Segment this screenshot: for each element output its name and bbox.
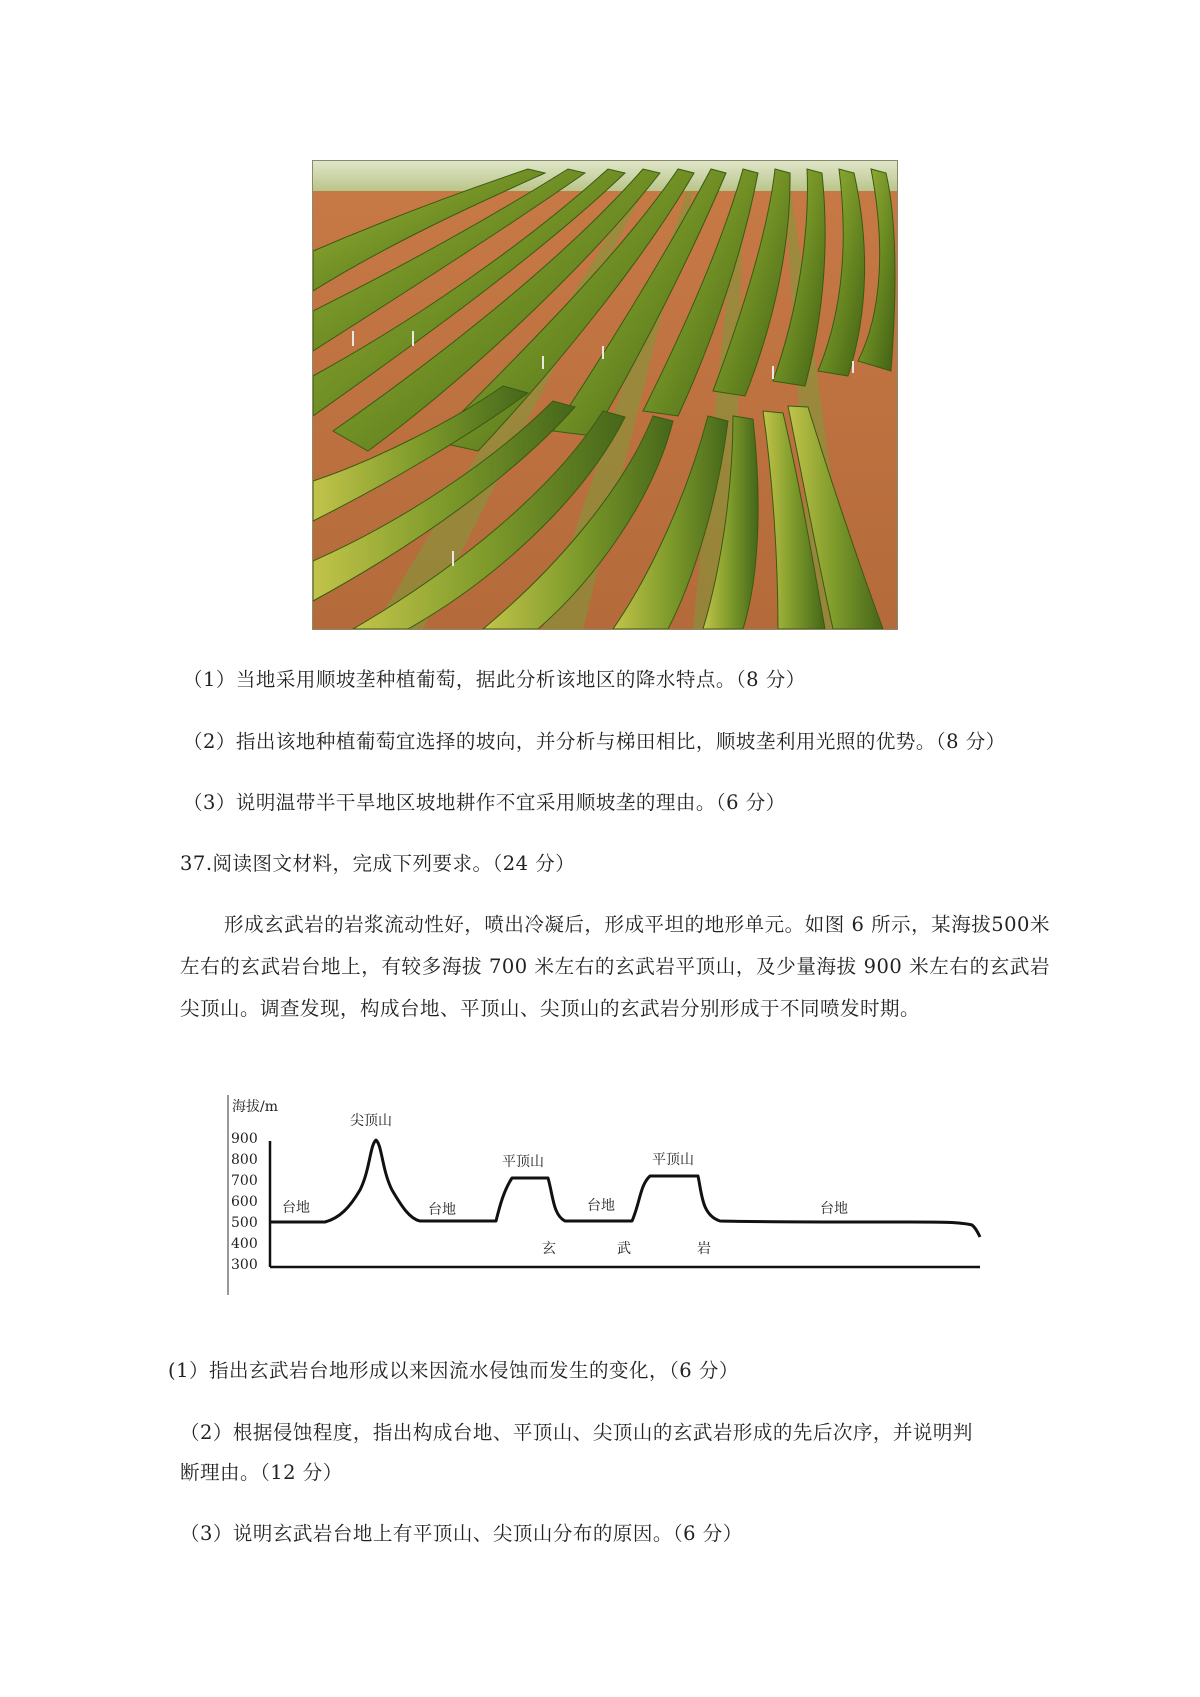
label-taidi-1: 台地 [282, 1200, 310, 1216]
label-pingding-1: 平顶山 [502, 1154, 544, 1170]
question-37-heading: 37.阅读图文材料，完成下列要求。（24 分） [180, 852, 576, 875]
tick-700: 700 [231, 1173, 258, 1189]
tick-500: 500 [231, 1215, 258, 1231]
question-37-3: （3）说明玄武岩台地上有平顶山、尖顶山分布的原因。（6 分） [180, 1522, 743, 1545]
question-1: （1）当地采用顺坡垄种植葡萄，据此分析该地区的降水特点。（8 分） [183, 668, 806, 691]
question-37-passage: 形成玄武岩的岩浆流动性好，喷出冷凝后，形成平坦的地形单元。如图 6 所示，某海拔500米左右的玄武岩台地上，有较多海拔 700 米左右的玄武岩平顶山，及少量海拔 900 米左右的玄武岩尖顶山。调查发现，构成台地、平顶山、尖顶山的玄武岩分别形成于不同喷发时期。 [180, 913, 1050, 1020]
tick-900: 900 [231, 1131, 258, 1147]
question-3: （3）说明温带半干旱地区坡地耕作不宜采用顺坡垄的理由。（6 分） [183, 791, 786, 814]
tick-600: 600 [231, 1194, 258, 1210]
label-pingding-2: 平顶山 [652, 1152, 694, 1168]
label-jianding: 尖顶山 [350, 1113, 392, 1129]
label-taidi-3: 台地 [587, 1198, 615, 1214]
tick-400: 400 [231, 1236, 258, 1252]
tick-800: 800 [231, 1152, 258, 1168]
question-37-1: (1）指出玄武岩台地形成以来因流水侵蚀而发生的变化，（6 分） [168, 1359, 739, 1382]
vineyard-photo [312, 160, 898, 630]
label-rock-3: 岩 [697, 1241, 711, 1257]
question-37-2: （2）根据侵蚀程度，指出构成台地、平顶山、尖顶山的玄武岩形成的先后次序，并说明判 [180, 1421, 973, 1444]
label-taidi-2: 台地 [428, 1202, 456, 1218]
question-37-2-cont: 断理由。（12 分） [180, 1461, 343, 1484]
label-rock-1: 玄 [542, 1241, 556, 1257]
terrain-profile-line [270, 1140, 980, 1237]
tick-300: 300 [231, 1257, 258, 1273]
terrain-profile-diagram [220, 1085, 990, 1300]
label-taidi-4: 台地 [820, 1201, 848, 1217]
axis-label: 海拔/m [232, 1099, 278, 1115]
label-rock-2: 武 [617, 1241, 631, 1257]
question-2: （2）指出该地种植葡萄宜选择的坡向，并分析与梯田相比，顺坡垄利用光照的优势。（8 分） [183, 730, 1006, 753]
